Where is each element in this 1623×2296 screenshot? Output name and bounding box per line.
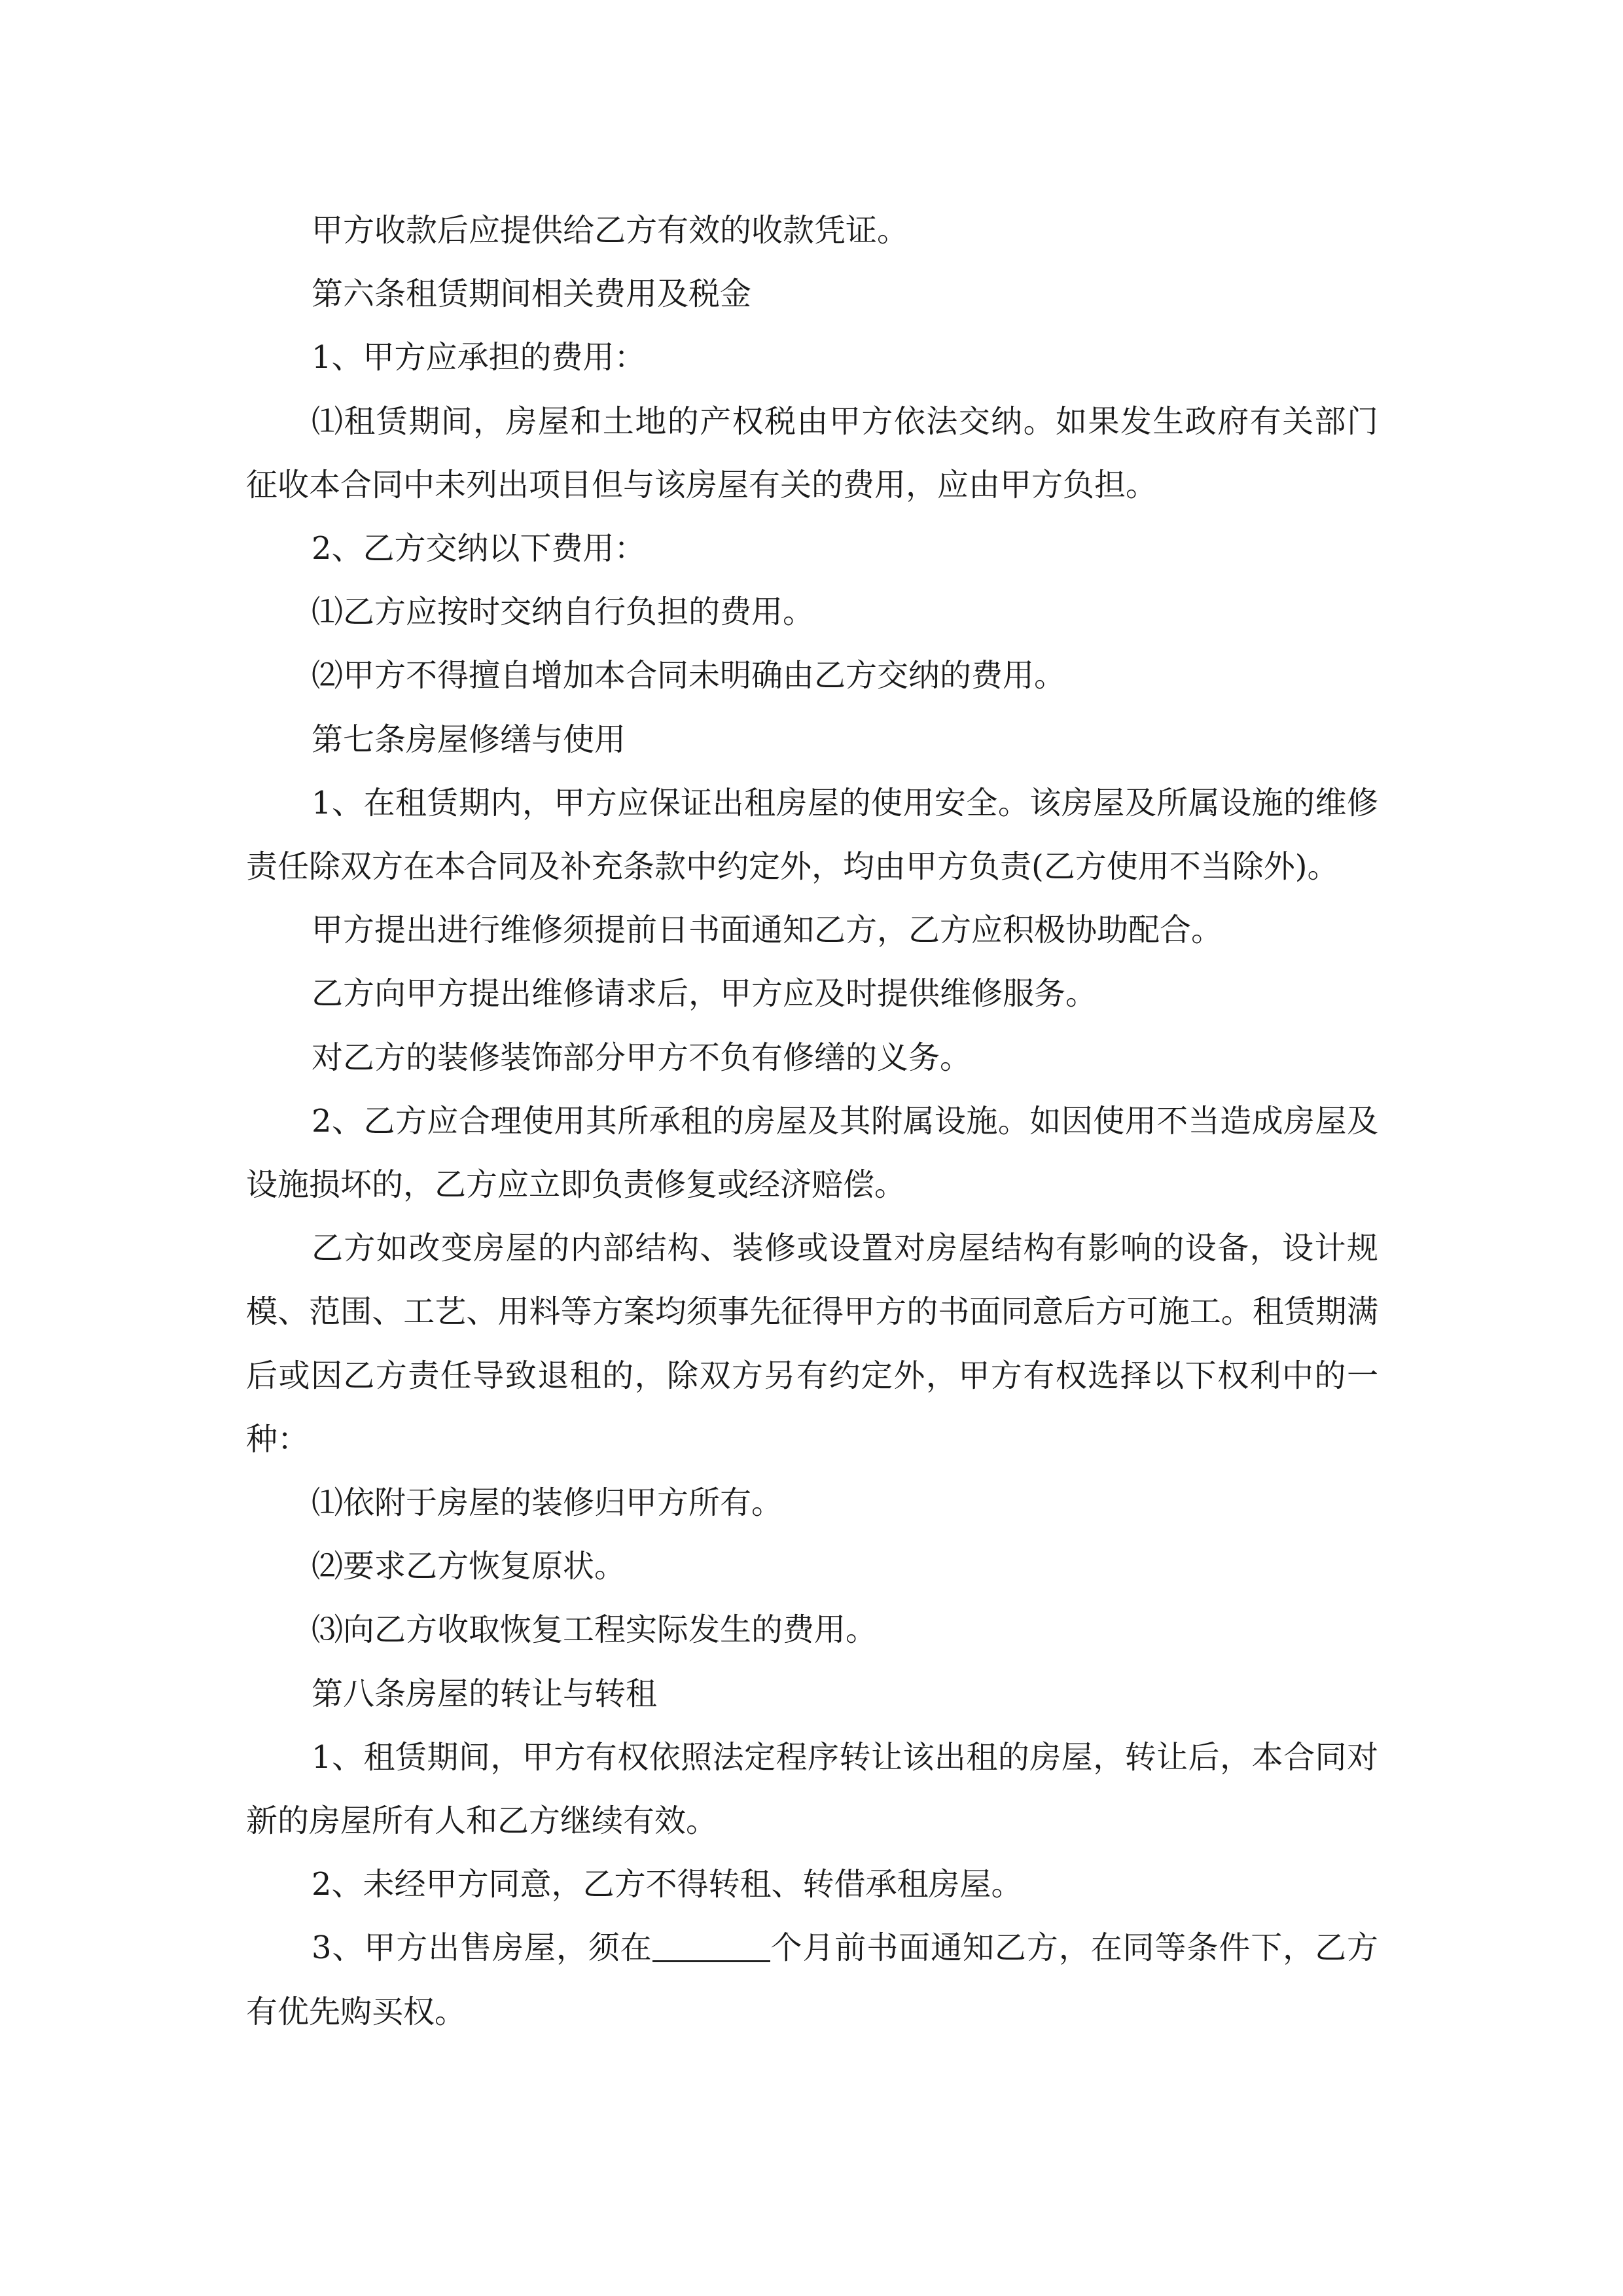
paragraph: 对乙方的装修装饰部分甲方不负有修缮的义务。 [312, 1039, 972, 1076]
paragraph: 乙方向甲方提出维修请求后，甲方应及时提供维修服务。 [312, 975, 1097, 1013]
paragraph: 1、租赁期间，甲方有权依照法定程序转让该出租的房屋，转让后，本合同对新的房屋所有人和乙方继续有效。 [246, 1738, 1378, 1840]
paragraph: 2、乙方交纳以下费用： [312, 530, 646, 567]
paragraph: 乙方如改变房屋的内部结构、装修或设置对房屋结构有影响的设备，设计规模、范围、工艺、用料等方案均须事先征得甲方的书面同意后方可施工。租赁期满后或因乙方责任导致退租的，除双方另有约定外，甲方有权选择以下权利中的一种： [246, 1230, 1378, 1458]
paragraph: ⑵甲方不得擅自增加本合同未明确由乙方交纳的费用。 [312, 657, 1066, 694]
section-heading: 第七条房屋修缮与使用 [312, 721, 626, 758]
paragraph: ⑴依附于房屋的装修归甲方所有。 [312, 1484, 783, 1522]
section-heading: 第八条房屋的转让与转租 [312, 1675, 658, 1712]
paragraph: 1、在租赁期内，甲方应保证出租房屋的使用安全。该房屋及所属设施的维修责任除双方在本合同及补充条款中约定外，均由甲方负责(乙方使用不当除外)。 [246, 784, 1378, 886]
paragraph-text: 3、甲方出售房屋，须在 [312, 1929, 652, 1967]
paragraph: ⑶向乙方收取恢复工程实际发生的费用。 [312, 1611, 878, 1649]
paragraph: ⑴乙方应按时交纳自行负担的费用。 [312, 594, 815, 631]
paragraph: 甲方提出进行维修须提前日书面通知乙方，乙方应积极协助配合。 [312, 912, 1223, 949]
paragraph: 甲方收款后应提供给乙方有效的收款凭证。 [312, 212, 909, 249]
paragraph: 2、乙方应合理使用其所承租的房屋及其附属设施。如因使用不当造成房屋及设施损坏的，乙方应立即负责修复或经济赔偿。 [246, 1102, 1378, 1204]
document-body [246, 199, 1378, 2044]
section-heading: 第六条租赁期间相关费用及税金 [312, 276, 752, 313]
paragraph-with-blank [246, 1916, 1378, 2043]
paragraph: ⑴租赁期间，房屋和土地的产权税由甲方依法交纳。如果发生政府有关部门征收本合同中未列出项目但与该房屋有关的费用，应由甲方负担。 [246, 403, 1378, 503]
paragraph-text: 个月前书面通知乙方，在同等条件下，乙方有优先购买权。 [246, 1929, 1378, 2030]
fill-in-blank [652, 1929, 770, 1962]
paragraph: 1、甲方应承担的费用： [312, 339, 646, 376]
paragraph: ⑵要求乙方恢复原状。 [312, 1548, 626, 1585]
paragraph: 2、未经甲方同意，乙方不得转租、转借承租房屋。 [312, 1866, 1023, 1903]
